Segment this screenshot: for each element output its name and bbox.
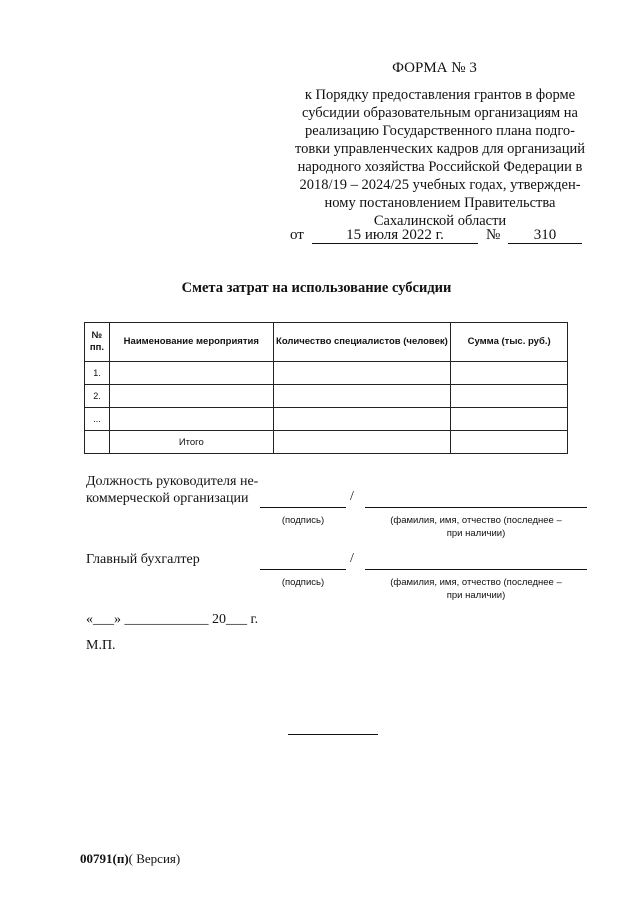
row-name-cell	[109, 408, 273, 431]
header-line-7: ному постановлением Правительства	[324, 195, 556, 211]
col-header-specialists: Количество специалистов (человек)	[273, 323, 451, 362]
row-name-cell	[109, 362, 273, 385]
header-line-5: народного хозяйства Российской Федерации в	[297, 159, 583, 175]
row-sum-cell	[451, 385, 568, 408]
col-header-name: Наименование мероприятия	[109, 323, 273, 362]
accountant-name-caption-2: при наличии)	[446, 590, 506, 601]
estimate-table	[84, 322, 568, 454]
row-specialists-cell	[273, 385, 451, 408]
header-line-2: субсидии образовательным организациям на	[302, 105, 578, 121]
total-specialists-cell	[273, 431, 451, 454]
head-signature-line	[260, 507, 346, 508]
row-specialists-cell	[273, 408, 451, 431]
header-line-8: Сахалинской области	[373, 213, 507, 229]
head-name-caption-2: при наличии)	[446, 528, 506, 539]
head-name-caption-1: (фамилия, имя, отчество (последнее –	[390, 515, 562, 526]
footer	[80, 851, 180, 867]
row-number: ...	[85, 408, 110, 431]
bottom-divider	[288, 734, 378, 735]
number-label: №	[486, 227, 501, 243]
footer-version: ( Версия)	[128, 851, 181, 866]
row-name-cell	[109, 385, 273, 408]
head-name-line	[365, 507, 587, 508]
date-blank: «___» ____________ 20___ г.	[86, 612, 259, 627]
table-row	[85, 408, 568, 431]
row-specialists-cell	[273, 362, 451, 385]
head-signature-caption: (подпись)	[281, 515, 325, 526]
header-line-4: товки управленческих кадров для организаций	[294, 141, 586, 157]
total-number-cell	[85, 431, 110, 454]
accountant-signature-line	[260, 569, 346, 570]
header-line-1: к Порядку предоставления грантов в форме	[304, 87, 576, 103]
table-row	[85, 385, 568, 408]
chief-accountant-label: Главный бухгалтер	[86, 552, 200, 567]
accountant-slash: /	[350, 551, 354, 566]
row-number: 2.	[85, 385, 110, 408]
total-sum-cell	[451, 431, 568, 454]
header-line-3: реализацию Государственного плана подго-	[304, 123, 575, 139]
col-header-number: № пп.	[85, 323, 110, 362]
footer-code: 00791(п)	[80, 851, 129, 866]
table-total-row	[85, 431, 568, 454]
head-position-label-1: Должность руководителя не-	[86, 474, 259, 489]
accountant-signature-caption: (подпись)	[281, 577, 325, 588]
header-line-6: 2018/19 – 2024/25 учебных годах, утвержден-	[299, 177, 581, 193]
from-label: от	[290, 227, 304, 243]
table-header-row	[85, 323, 568, 362]
form-label: ФОРМА № 3	[392, 60, 477, 76]
decree-number: 310	[508, 227, 582, 244]
decree-date: 15 июля 2022 г.	[312, 227, 478, 244]
row-sum-cell	[451, 362, 568, 385]
stamp-place: М.П.	[86, 638, 116, 653]
accountant-name-caption-1: (фамилия, имя, отчество (последнее –	[390, 577, 562, 588]
head-position-label-2: коммерческой организации	[86, 491, 249, 506]
decree-date-row	[290, 227, 590, 245]
doc-title: Смета затрат на использование субсидии	[181, 280, 452, 296]
col-header-sum: Сумма (тыс. руб.)	[451, 323, 568, 362]
table-row	[85, 362, 568, 385]
head-slash: /	[350, 489, 354, 504]
accountant-name-line	[365, 569, 587, 570]
row-sum-cell	[451, 408, 568, 431]
total-label: Итого	[109, 431, 273, 454]
row-number: 1.	[85, 362, 110, 385]
